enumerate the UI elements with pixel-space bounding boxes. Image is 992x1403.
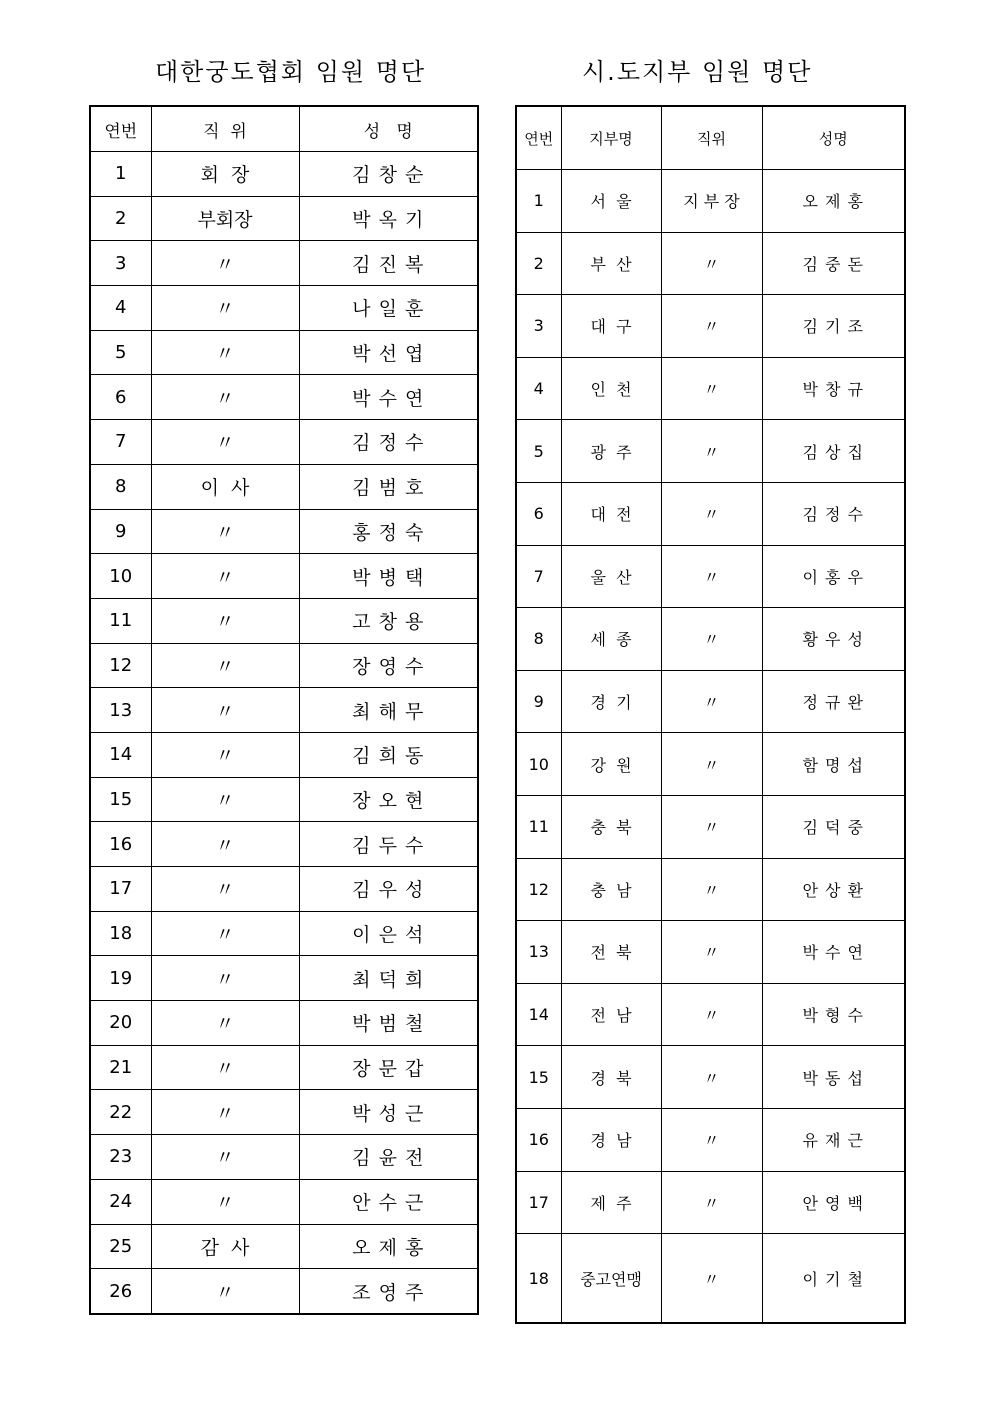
officer-name: 안 상 환 [762, 858, 905, 921]
table-row [90, 286, 478, 331]
column-header-name: 성 명 [299, 106, 478, 152]
table-row [90, 554, 478, 599]
table-row [90, 1135, 478, 1180]
branch-officers-table [515, 105, 906, 1324]
row-number: 19 [90, 956, 151, 1001]
officer-name: 김 우 성 [299, 867, 478, 912]
table-row [90, 330, 478, 375]
officer-name: 나 일 훈 [299, 286, 478, 331]
officer-position: 〃 [151, 822, 299, 867]
row-number: 18 [516, 1234, 561, 1324]
table-row [90, 375, 478, 420]
officer-name: 이 기 철 [762, 1234, 905, 1324]
table-row [516, 858, 905, 921]
branch-name: 대 구 [561, 295, 661, 358]
officer-position: 〃 [151, 643, 299, 688]
row-number: 23 [90, 1135, 151, 1180]
row-number: 4 [90, 286, 151, 331]
row-number: 13 [90, 688, 151, 733]
officer-position: 〃 [661, 983, 762, 1046]
association-officers-rows [90, 152, 478, 1314]
officer-name: 홍 정 숙 [299, 509, 478, 554]
right-page-title: 시.도지부 임원 명단 [582, 58, 813, 86]
officer-position: 〃 [661, 795, 762, 858]
officer-position: 〃 [661, 608, 762, 671]
branch-officers-rows [516, 170, 905, 1324]
column-header-no: 연번 [516, 106, 561, 170]
table-row [90, 241, 478, 286]
row-number: 16 [516, 1108, 561, 1171]
row-number: 2 [90, 196, 151, 241]
row-number: 7 [90, 420, 151, 465]
officer-name: 고 창 용 [299, 598, 478, 643]
row-number: 14 [90, 732, 151, 777]
officer-position: 〃 [661, 733, 762, 796]
row-number: 10 [516, 733, 561, 796]
officer-position: 〃 [151, 1001, 299, 1046]
officer-name: 박 옥 기 [299, 196, 478, 241]
officer-position: 〃 [151, 554, 299, 599]
branch-name: 광 주 [561, 420, 661, 483]
table-row [90, 1179, 478, 1224]
branch-name: 제 주 [561, 1171, 661, 1234]
row-number: 26 [90, 1269, 151, 1314]
row-number: 1 [90, 152, 151, 197]
officer-position: 〃 [661, 1046, 762, 1109]
row-number: 20 [90, 1001, 151, 1046]
officer-position: 〃 [151, 956, 299, 1001]
row-number: 2 [516, 232, 561, 295]
table-row [516, 545, 905, 608]
officer-position: 〃 [151, 1135, 299, 1180]
officer-name: 김 덕 중 [762, 795, 905, 858]
branch-name: 세 종 [561, 608, 661, 671]
branch-name: 부 산 [561, 232, 661, 295]
branch-name: 서 울 [561, 170, 661, 233]
row-number: 5 [516, 420, 561, 483]
row-number: 3 [516, 295, 561, 358]
row-number: 16 [90, 822, 151, 867]
row-number: 3 [90, 241, 151, 286]
officer-name: 유 재 근 [762, 1108, 905, 1171]
officer-position: 〃 [151, 732, 299, 777]
officer-position: 〃 [661, 670, 762, 733]
table-row [516, 608, 905, 671]
branch-name: 강 원 [561, 733, 661, 796]
row-number: 11 [90, 598, 151, 643]
officer-name: 장 오 현 [299, 777, 478, 822]
table-row [90, 867, 478, 912]
officer-name: 최 덕 희 [299, 956, 478, 1001]
officer-position: 〃 [151, 911, 299, 956]
table-row [516, 1234, 905, 1324]
officer-name: 조 영 주 [299, 1269, 478, 1314]
table-row [90, 1090, 478, 1135]
officer-name: 박 선 엽 [299, 330, 478, 375]
row-number: 10 [90, 554, 151, 599]
row-number: 24 [90, 1179, 151, 1224]
row-number: 14 [516, 983, 561, 1046]
branch-name: 중고연맹 [561, 1234, 661, 1324]
column-header-name: 성명 [762, 106, 905, 170]
officer-position: 〃 [151, 241, 299, 286]
officer-position: 〃 [661, 232, 762, 295]
table-row [90, 822, 478, 867]
table-row [516, 733, 905, 796]
table-row [90, 732, 478, 777]
officer-position: 〃 [151, 867, 299, 912]
officer-name: 김 윤 전 [299, 1135, 478, 1180]
officer-name: 김 범 호 [299, 464, 478, 509]
officer-name: 장 영 수 [299, 643, 478, 688]
table-row [90, 956, 478, 1001]
officer-position: 〃 [151, 420, 299, 465]
officer-name: 오 제 홍 [762, 170, 905, 233]
officer-name: 정 규 완 [762, 670, 905, 733]
table-row [90, 911, 478, 956]
row-number: 7 [516, 545, 561, 608]
row-number: 1 [516, 170, 561, 233]
branch-name: 전 북 [561, 921, 661, 984]
officer-position: 〃 [151, 375, 299, 420]
officer-position: 〃 [661, 420, 762, 483]
officer-position: 〃 [661, 1108, 762, 1171]
table-row [516, 795, 905, 858]
row-number: 9 [516, 670, 561, 733]
table-row [516, 232, 905, 295]
officer-position: 회 장 [151, 152, 299, 197]
left-page-title: 대한궁도협회 임원 명단 [155, 58, 427, 86]
officer-position: 〃 [151, 777, 299, 822]
officer-position: 부회장 [151, 196, 299, 241]
row-number: 9 [90, 509, 151, 554]
officer-name: 박 수 연 [299, 375, 478, 420]
officer-name: 최 해 무 [299, 688, 478, 733]
table-row [90, 777, 478, 822]
officer-position: 〃 [151, 330, 299, 375]
branch-name: 대 전 [561, 482, 661, 545]
officer-position: 〃 [661, 545, 762, 608]
officer-name: 김 중 돈 [762, 232, 905, 295]
column-header-position: 직위 [661, 106, 762, 170]
officer-position: 〃 [661, 1171, 762, 1234]
row-number: 4 [516, 357, 561, 420]
association-officers-table [89, 105, 479, 1315]
table-row [90, 1001, 478, 1046]
officer-position: 〃 [661, 858, 762, 921]
table-row [516, 983, 905, 1046]
table-header-row [516, 106, 905, 170]
table-row [516, 1046, 905, 1109]
row-number: 5 [90, 330, 151, 375]
table-row [90, 1269, 478, 1314]
officer-name: 김 정 수 [762, 482, 905, 545]
officer-position: 〃 [151, 688, 299, 733]
row-number: 22 [90, 1090, 151, 1135]
officer-name: 김 정 수 [299, 420, 478, 465]
officer-position: 〃 [151, 1179, 299, 1224]
row-number: 15 [90, 777, 151, 822]
officer-name: 박 성 근 [299, 1090, 478, 1135]
table-row [90, 509, 478, 554]
officer-position: 이 사 [151, 464, 299, 509]
officer-name: 박 범 철 [299, 1001, 478, 1046]
table-row [90, 1045, 478, 1090]
officer-position: 〃 [151, 509, 299, 554]
officer-position: 〃 [151, 598, 299, 643]
officer-position: 〃 [661, 1234, 762, 1324]
officer-name: 이 홍 우 [762, 545, 905, 608]
row-number: 6 [516, 482, 561, 545]
officer-name: 박 동 섭 [762, 1046, 905, 1109]
officer-name: 김 진 복 [299, 241, 478, 286]
table-row [516, 357, 905, 420]
table-row [516, 670, 905, 733]
officer-position: 감 사 [151, 1224, 299, 1269]
officer-name: 황 우 성 [762, 608, 905, 671]
row-number: 12 [90, 643, 151, 688]
table-row [516, 921, 905, 984]
branch-name: 인 천 [561, 357, 661, 420]
officer-position: 〃 [661, 482, 762, 545]
officer-position: 〃 [661, 357, 762, 420]
column-header-no: 연번 [90, 106, 151, 152]
officer-name: 박 병 택 [299, 554, 478, 599]
table-row [90, 196, 478, 241]
officer-position: 〃 [151, 286, 299, 331]
row-number: 15 [516, 1046, 561, 1109]
row-number: 17 [516, 1171, 561, 1234]
table-row [90, 688, 478, 733]
officer-name: 안 수 근 [299, 1179, 478, 1224]
table-row [90, 643, 478, 688]
branch-name: 경 기 [561, 670, 661, 733]
column-header-branch: 지부명 [561, 106, 661, 170]
row-number: 13 [516, 921, 561, 984]
officer-name: 김 희 동 [299, 732, 478, 777]
branch-name: 충 북 [561, 795, 661, 858]
row-number: 8 [516, 608, 561, 671]
table-row [90, 420, 478, 465]
row-number: 6 [90, 375, 151, 420]
officer-name: 장 문 갑 [299, 1045, 478, 1090]
table-row [516, 1108, 905, 1171]
table-row [90, 152, 478, 197]
officer-name: 김 창 순 [299, 152, 478, 197]
table-row [516, 295, 905, 358]
officer-name: 안 영 백 [762, 1171, 905, 1234]
branch-name: 경 북 [561, 1046, 661, 1109]
officer-name: 함 명 섭 [762, 733, 905, 796]
officer-name: 박 형 수 [762, 983, 905, 1046]
row-number: 21 [90, 1045, 151, 1090]
table-row [90, 1224, 478, 1269]
officer-name: 김 두 수 [299, 822, 478, 867]
table-row [516, 420, 905, 483]
row-number: 11 [516, 795, 561, 858]
table-row [90, 464, 478, 509]
officer-name: 김 상 집 [762, 420, 905, 483]
table-header-row [90, 106, 478, 152]
table-row [516, 1171, 905, 1234]
officer-position: 〃 [661, 295, 762, 358]
officer-name: 오 제 홍 [299, 1224, 478, 1269]
officer-name: 박 창 규 [762, 357, 905, 420]
row-number: 25 [90, 1224, 151, 1269]
row-number: 8 [90, 464, 151, 509]
branch-name: 전 남 [561, 983, 661, 1046]
officer-name: 김 기 조 [762, 295, 905, 358]
table-row [90, 598, 478, 643]
table-row [516, 170, 905, 233]
table-row [516, 482, 905, 545]
officer-position: 〃 [151, 1045, 299, 1090]
officer-position: 〃 [661, 921, 762, 984]
branch-name: 울 산 [561, 545, 661, 608]
officer-name: 이 은 석 [299, 911, 478, 956]
branch-name: 경 남 [561, 1108, 661, 1171]
officer-position: 〃 [151, 1090, 299, 1135]
officer-position: 〃 [151, 1269, 299, 1314]
officer-position: 지 부 장 [661, 170, 762, 233]
row-number: 17 [90, 867, 151, 912]
branch-name: 충 남 [561, 858, 661, 921]
column-header-position: 직 위 [151, 106, 299, 152]
row-number: 18 [90, 911, 151, 956]
row-number: 12 [516, 858, 561, 921]
officer-name: 박 수 연 [762, 921, 905, 984]
